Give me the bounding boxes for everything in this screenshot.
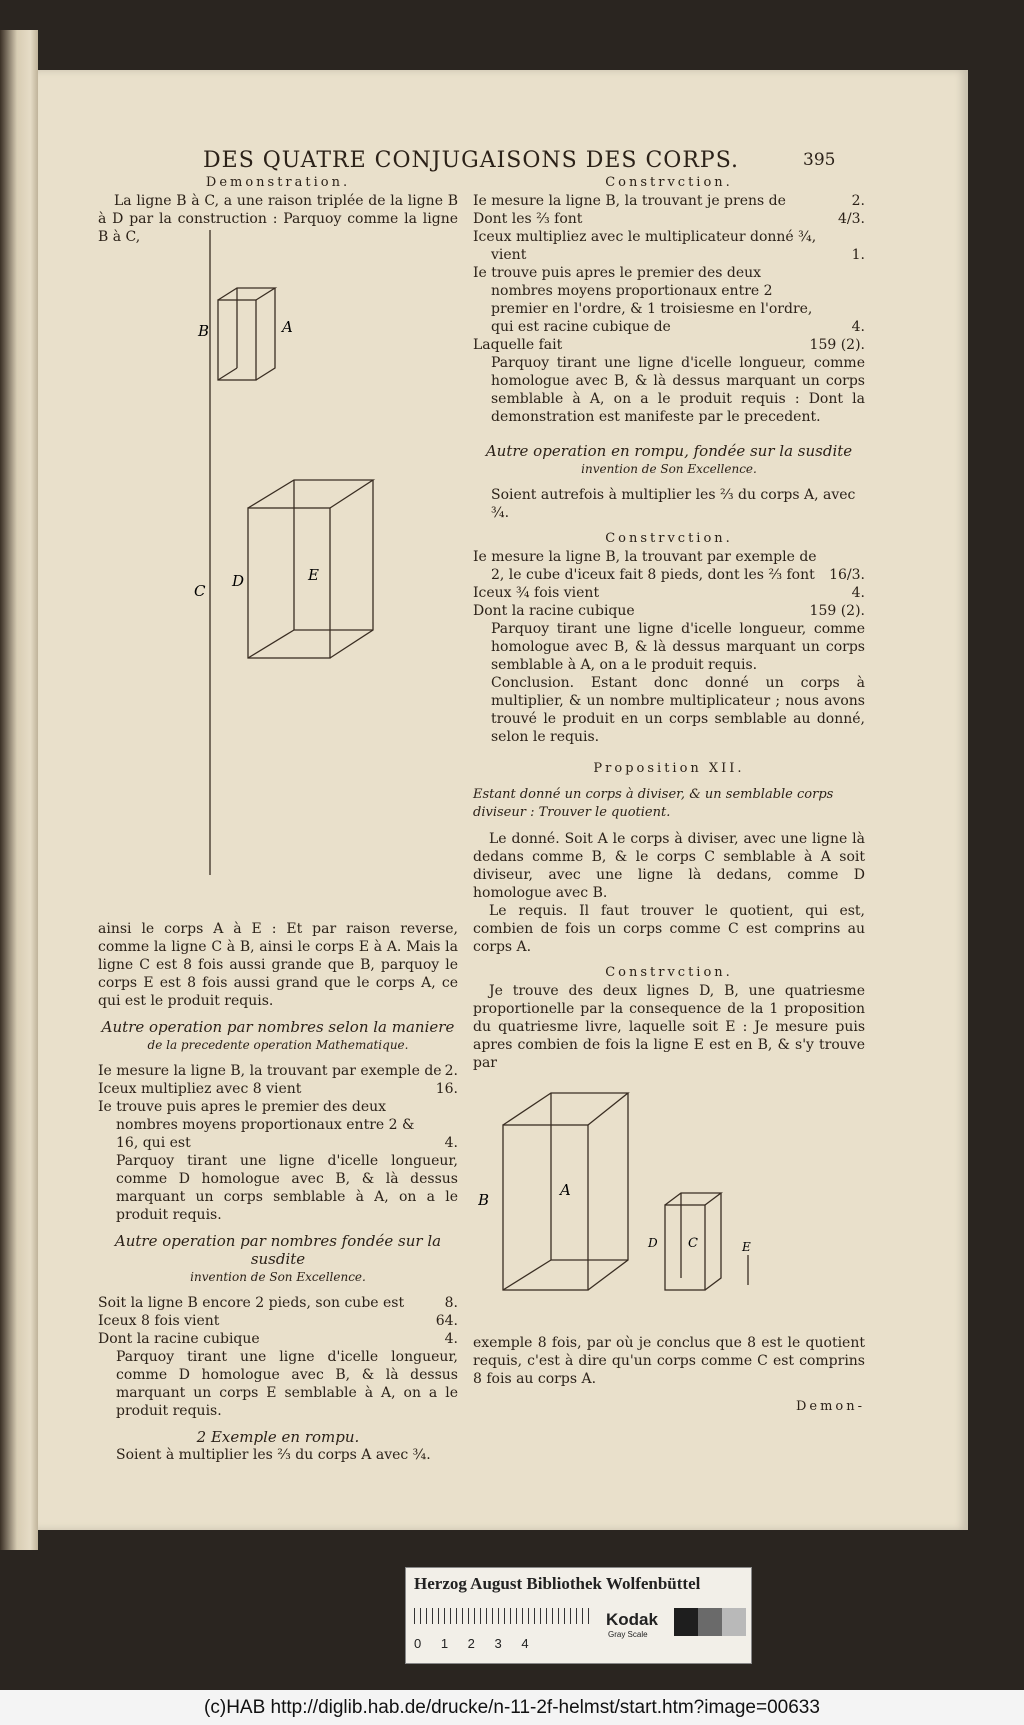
prism-c-front — [665, 1205, 705, 1290]
fig2-label-a: A — [560, 1181, 571, 1199]
op3-subtitle: invention de Son Excellence. — [581, 462, 757, 476]
construction2-heading: Constrvction. — [605, 531, 733, 546]
cons1-row: Ie trouve puis apres le premier des deux nombres moyens proportionaux entre 2 premier en l'ordre, & 1 troisiesme en l'ordre, qui est racine cubique de 4. — [473, 265, 865, 335]
requis-text: Le requis. Il faut trouver le quotient, qui est, combien de fois un corps comme C est comprins au corps A. — [473, 903, 865, 955]
prism-e-hidden-base — [248, 630, 294, 658]
op1-row: Ie mesure la ligne B, la trouvant par exemple de 2. — [98, 1063, 458, 1079]
cons2-tail: Parquoy tirant une ligne d'icelle longueur, comme homologue avec B, & là dessus marquant un corps semblable à A, on a le produit requis. — [491, 621, 865, 673]
op2-row: Soit la ligne B encore 2 pieds, son cube est 8. — [98, 1295, 458, 1311]
demonstration-heading: Demonstration. — [205, 175, 351, 190]
cons1-row: Ie mesure la ligne B, la trouvant je prens de 2. — [473, 193, 865, 209]
op2-title: Autre operation par nombres fondée sur la susdite — [114, 1232, 442, 1268]
op1-subtitle: de la precedente operation Mathematique. — [147, 1038, 409, 1052]
book-page — [38, 70, 968, 1530]
copyright-footer: (c)HAB http://diglib.hab.de/drucke/n-11-2f-helmst/start.htm?image=00633 — [0, 1690, 1024, 1725]
cons2-row: Ie mesure la ligne B, la trouvant par exemple de 2, le cube d'iceux fait 8 pieds, dont les ⅔ font 16/3. — [473, 549, 865, 583]
construction3-text: Je trouve des deux lignes D, B, une quatriesme proportionelle par la consequence de la 1 proposition du quatriesme livre, laquelle soit E : Je mesure puis apres combien de fois la ligne E est en B, & s'y trouve par — [473, 983, 865, 1071]
figure-prisms-1 — [158, 230, 418, 880]
continued-text: ainsi le corps A à E : Et par raison reverse, comme la ligne C à B, ainsi le corps E à A. Mais la ligne C est 8 fois aussi grande que B, parquoy le corps E est 8 fois aussi grand que le corps A, ce qui est le produit requis. — [98, 921, 458, 1009]
right-column-top — [473, 174, 865, 1072]
construction3-heading: Constrvction. — [605, 965, 733, 980]
ruler-numbers: 0 1 2 3 4 — [414, 1636, 529, 1651]
fig2-label-e: E — [742, 1240, 751, 1254]
op2-row: Iceux 8 fois vient 64. — [98, 1313, 458, 1329]
construction3-tail: exemple 8 fois, par où je conclus que 8 est le quotient requis, c'est à dire qu'un corps comme C est comprins 8 fois au corps A. — [473, 1335, 865, 1387]
prism-a2-front — [503, 1125, 588, 1290]
example2-text: Soient à multiplier les ⅔ du corps A avec ¾. — [116, 1447, 431, 1463]
book-spine — [0, 30, 38, 1550]
example2-title: 2 Exemple en rompu. — [196, 1428, 360, 1446]
prism-a-top — [218, 288, 275, 300]
fig2-label-b: B — [478, 1191, 490, 1209]
fig2-label-d: D — [648, 1236, 658, 1250]
library-name: Herzog August Bibliothek Wolfenbüttel — [414, 1574, 701, 1593]
gray-swatch — [722, 1608, 746, 1636]
prism-e-side — [330, 480, 373, 658]
proposition-heading: Proposition XII. — [593, 761, 745, 776]
kodak-logo: Kodak — [606, 1610, 658, 1629]
cons2-row: Dont la racine cubique 159 (2). — [473, 603, 865, 619]
fig-label-b: B — [198, 322, 210, 340]
prism-a-hidden-base — [218, 368, 237, 380]
op1-row: Ie trouve puis apres le premier des deux nombres moyens proportionaux entre 2 & 16, qui est 4. — [98, 1099, 458, 1151]
cons1-tail: Parquoy tirant une ligne d'icelle longueur, comme homologue avec B, & là dessus marquant un corps semblable à A, on a le produit requis : Dont la demonstration est manifeste par le precedent. — [491, 355, 865, 425]
catchword: Demon- — [795, 1399, 865, 1414]
fig-label-c: C — [194, 582, 206, 600]
donne-text: Le donné. Soit A le corps à diviser, avec une ligne là dedans comme B, & le corps C semblable à A soit diviseur, avec une ligne là dedans, comme D homologue avec B. — [473, 831, 865, 901]
left-column-bottom — [98, 920, 458, 1464]
ruler — [414, 1608, 594, 1624]
figure-prisms-2 — [478, 1085, 848, 1305]
cons1-row: Laquelle fait 159 (2). — [473, 337, 865, 353]
prism-a2-top — [503, 1093, 628, 1125]
prism-c-top — [665, 1193, 721, 1205]
gray-scale-label: Gray Scale — [608, 1630, 648, 1639]
running-header: DES QUATRE CONJUGAISONS DES CORPS. — [203, 148, 739, 173]
page-number: 395 — [803, 150, 836, 170]
construction1-heading: Constrvction. — [605, 175, 733, 190]
op1-row: Iceux multipliez avec 8 vient 16. — [98, 1081, 458, 1097]
gray-swatch — [698, 1608, 722, 1636]
op1-title: Autre operation par nombres selon la maniere — [101, 1018, 455, 1036]
fig-label-d: D — [232, 572, 245, 590]
prism-c-side — [705, 1193, 721, 1290]
cons1-row: Dont les ⅔ font 4/3. — [473, 211, 865, 227]
prism-a-side — [256, 288, 275, 380]
op2-row: Dont la racine cubique 4. — [98, 1331, 458, 1347]
op1-tail: Parquoy tirant une ligne d'icelle longueur, comme D homologue avec B, & là dessus marquant un corps semblable à A, on a le produit requis. — [116, 1153, 458, 1223]
fig2-label-c: C — [688, 1236, 698, 1251]
cons2-row: Iceux ¾ fois vient 4. — [473, 585, 865, 601]
prism-a2-hidden-base — [503, 1260, 551, 1290]
color-scale-card — [405, 1567, 752, 1664]
op2-subtitle: invention de Son Excellence. — [190, 1270, 366, 1284]
fig-label-e: E — [308, 566, 319, 584]
proposition-text: Estant donné un corps à diviser, & un semblable corps diviseur : Trouver le quotient. — [473, 787, 834, 820]
demonstration-text: La ligne B à C, a une raison triplée de la ligne B à D par la construction : Parquoy comme la ligne B à C, — [98, 193, 458, 245]
right-column-bottom — [473, 1334, 865, 1416]
prism-e-top — [248, 480, 373, 508]
op2-tail: Parquoy tirant une ligne d'icelle longueur, comme D homologue avec B, & là dessus marquant un corps E semblable à A, on a le produit requis. — [116, 1349, 458, 1419]
op3-title: Autre operation en rompu, fondée sur la susdite — [485, 442, 853, 460]
cons1-row: Iceux multipliez avec le multiplicateur donné ¾, vient 1. — [473, 229, 865, 263]
conclusion-text: Conclusion. Estant donc donné un corps à multiplier, & un nombre multiplicateur ; nous avons trouvé le produit en un corps semblable au donné, selon le requis. — [491, 675, 865, 745]
op3-text: Soient autrefois à multiplier les ⅔ du corps A, avec ¾. — [491, 487, 856, 521]
fig-label-a: A — [282, 318, 293, 336]
gray-swatch — [674, 1608, 698, 1636]
